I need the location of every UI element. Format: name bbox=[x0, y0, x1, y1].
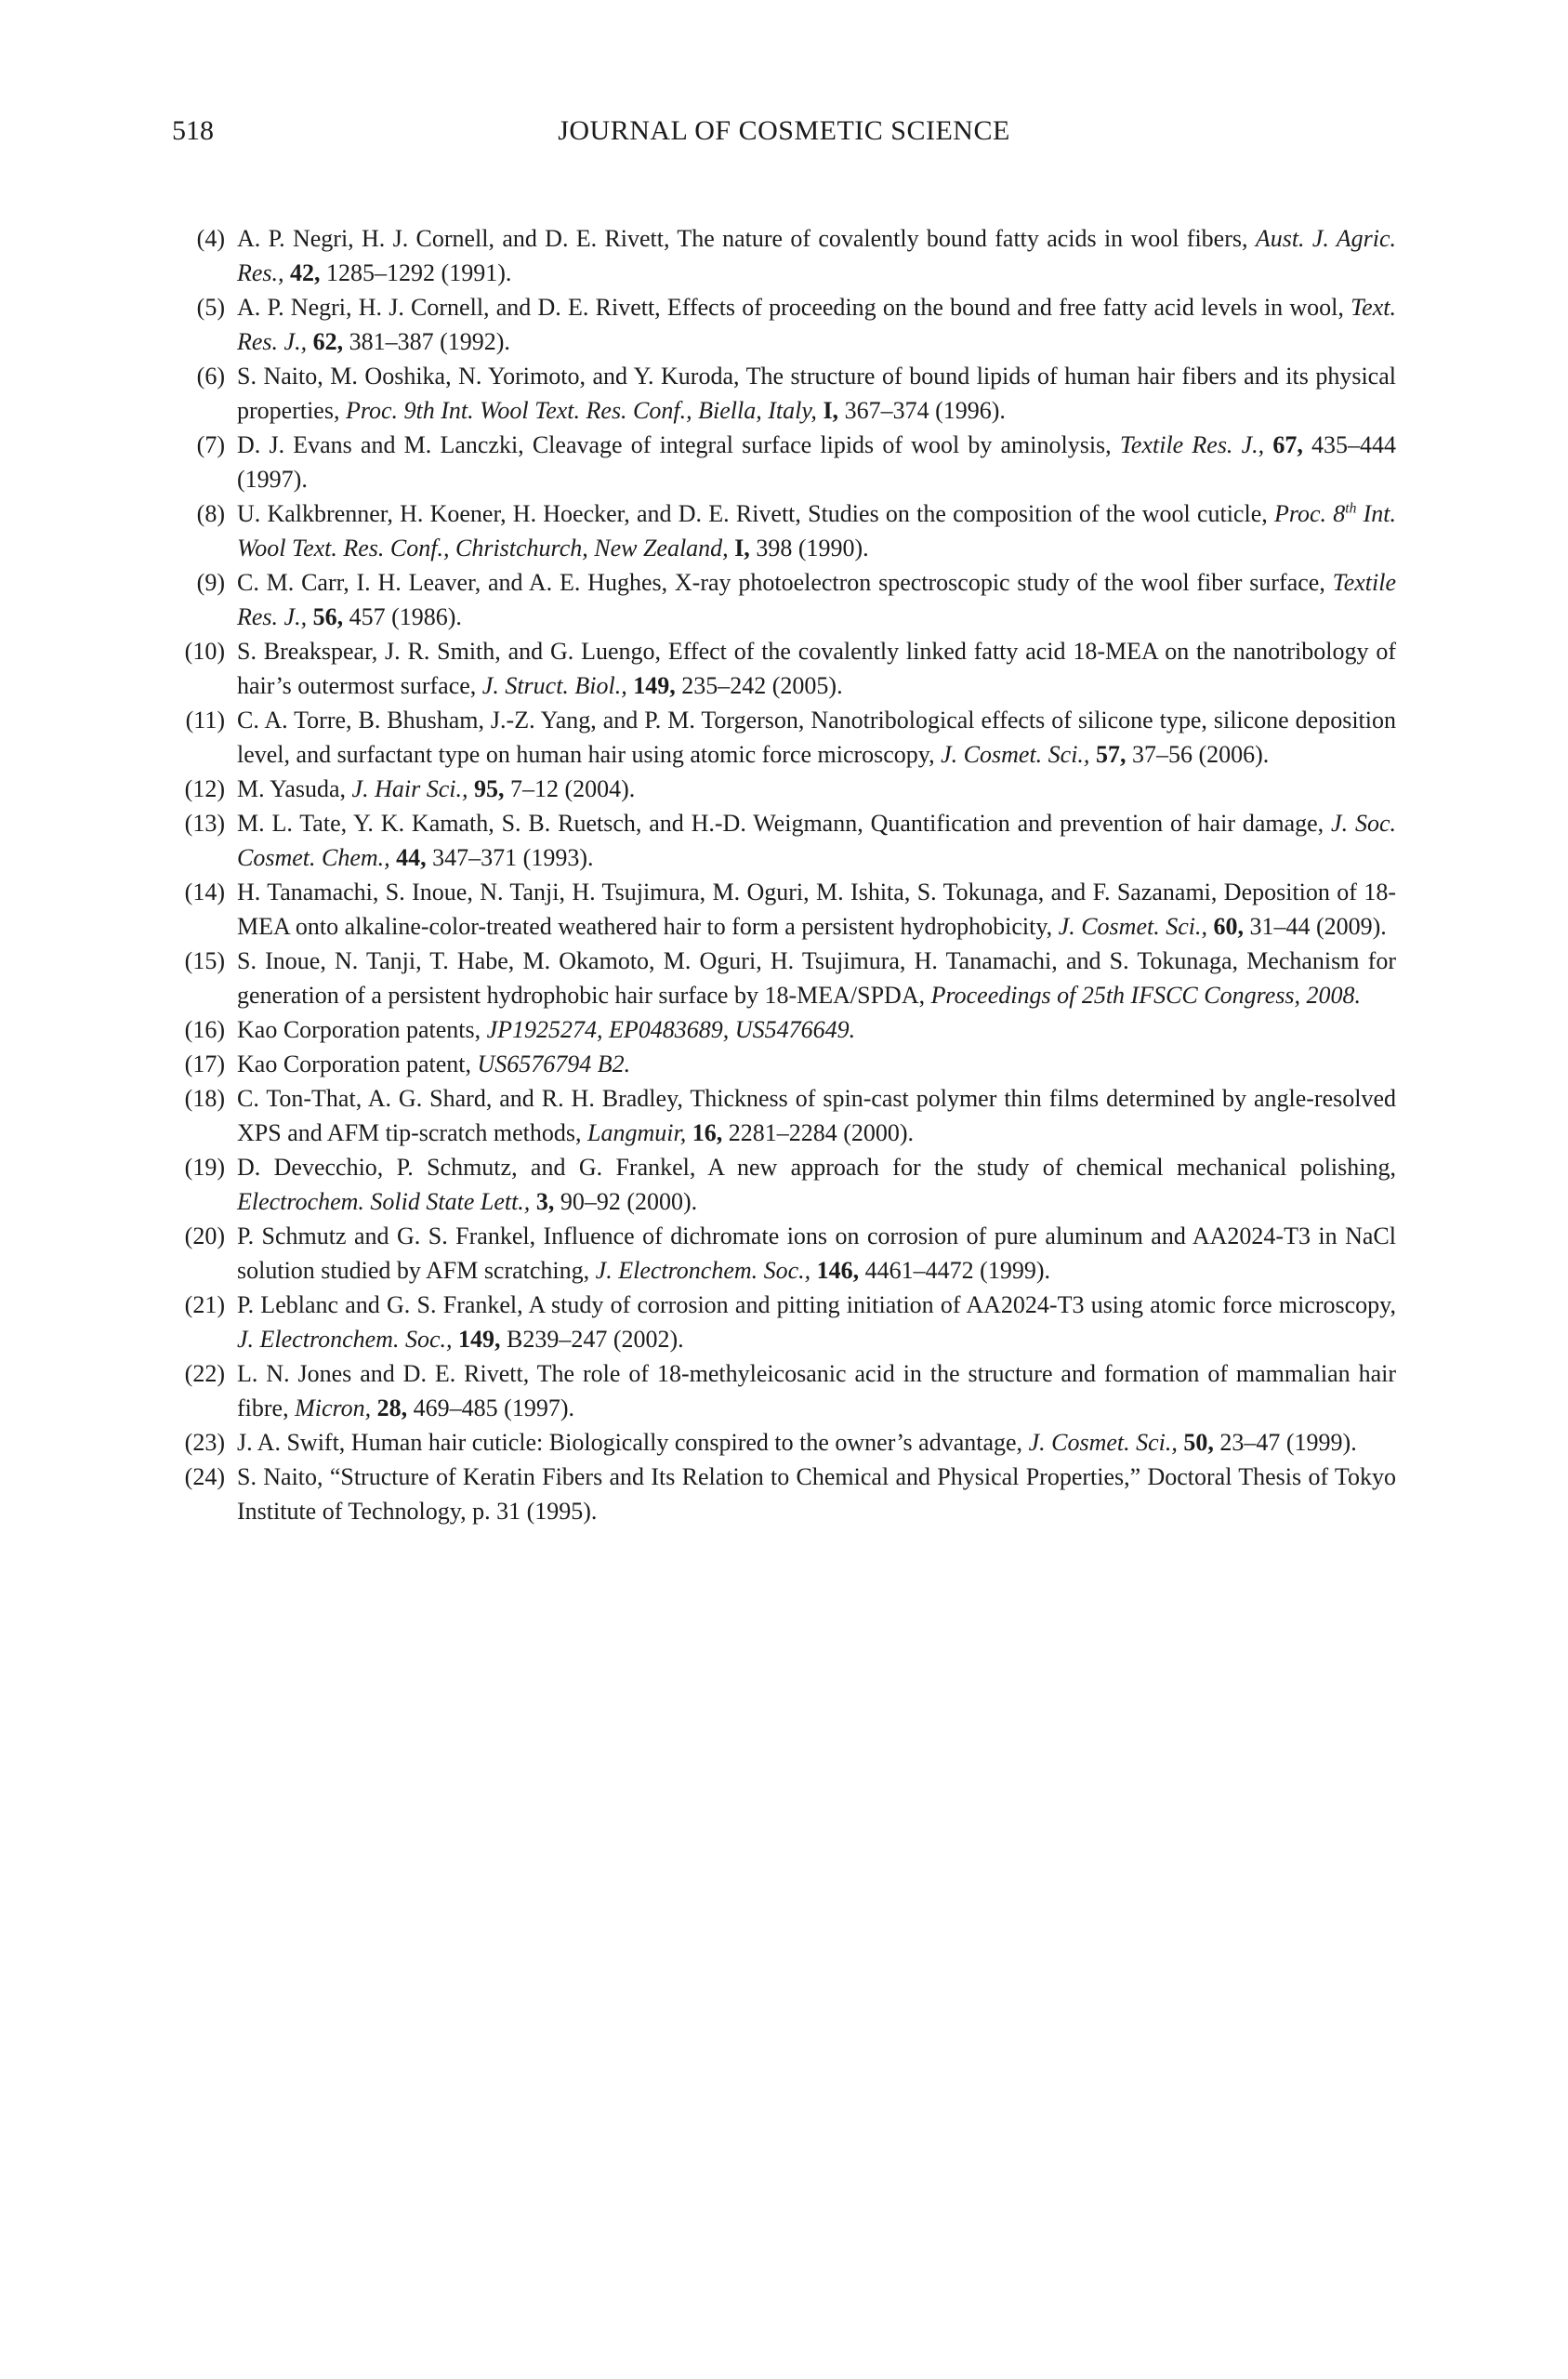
reference-segment: 4461–4472 (1999). bbox=[864, 1257, 1050, 1284]
reference-number: (4) bbox=[196, 225, 225, 252]
reference-segment: 149, bbox=[458, 1326, 507, 1353]
reference-segment: 67, bbox=[1272, 431, 1311, 458]
reference-segment: Proc. 8 bbox=[1273, 500, 1346, 527]
reference-item bbox=[172, 1460, 1396, 1528]
reference-segment: Textile Res. J., bbox=[1119, 431, 1273, 458]
reference-segment: Electrochem. Solid State Lett., bbox=[237, 1188, 536, 1215]
reference-segment: 3, bbox=[535, 1188, 560, 1215]
reference-item bbox=[172, 290, 1396, 359]
reference-segment: I, bbox=[823, 397, 845, 424]
reference-segment: J. Cosmet. Sci., bbox=[941, 741, 1096, 768]
reference-number: (13) bbox=[184, 810, 225, 837]
reference-text bbox=[237, 1047, 1396, 1081]
reference-item bbox=[172, 359, 1396, 428]
reference-text bbox=[237, 428, 1396, 496]
reference-segment: Int. Wool Text. Res. Conf., Christchurch, New Zealand, bbox=[237, 500, 1396, 562]
reference-segment: 146, bbox=[816, 1257, 865, 1284]
reference-text bbox=[237, 1356, 1396, 1425]
reference-number: (5) bbox=[196, 294, 225, 321]
reference-segment: 367–374 (1996). bbox=[844, 397, 1006, 424]
reference-item bbox=[172, 703, 1396, 772]
reference-segment: P. Schmutz and G. S. Frankel, Influence of dichromate ions on corrosion of pure aluminum and AA2024-T3 in NaCl solution studied by AFM scratching, bbox=[237, 1223, 1396, 1284]
reference-segment: Langmuir, bbox=[587, 1119, 692, 1146]
reference-text bbox=[237, 290, 1396, 359]
reference-segment: Aust. J. Agric. Res., bbox=[237, 225, 1396, 286]
reference-number: (19) bbox=[184, 1154, 225, 1181]
reference-text bbox=[237, 1219, 1396, 1288]
reference-text bbox=[237, 1012, 1396, 1047]
reference-segment: C. A. Torre, B. Bhusham, J.-Z. Yang, and P. M. Torgerson, Nanotribological effects of silicone type, silicone deposition level, and surfactant type on human hair using atomic force microscopy, bbox=[237, 707, 1396, 768]
reference-text bbox=[237, 1460, 1396, 1528]
reference-item bbox=[172, 1219, 1396, 1288]
reference-item bbox=[172, 221, 1396, 290]
reference-segment: Micron, bbox=[295, 1394, 377, 1421]
reference-segment: 347–371 (1993). bbox=[432, 844, 594, 871]
reference-item bbox=[172, 772, 1396, 806]
reference-segment: P. Leblanc and G. S. Frankel, A study of corrosion and pitting initiation of AA2024-T3 using atomic force microscopy, bbox=[237, 1291, 1396, 1318]
reference-segment: S. Breakspear, J. R. Smith, and G. Luengo, Effect of the covalently linked fatty acid 18-MEA on the nanotribology of hair’s outermost surface, bbox=[237, 638, 1396, 699]
reference-segment: 469–485 (1997). bbox=[413, 1394, 574, 1421]
reference-segment: J. Hair Sci., bbox=[351, 775, 474, 802]
reference-item bbox=[172, 944, 1396, 1012]
reference-segment: B239–247 (2002). bbox=[507, 1326, 684, 1353]
reference-segment: 2281–2284 (2000). bbox=[728, 1119, 915, 1146]
references-list bbox=[172, 221, 1396, 1528]
reference-segment: I, bbox=[734, 535, 757, 562]
reference-segment: J. A. Swift, Human hair cuticle: Biologically conspired to the owner’s advantage, bbox=[237, 1429, 1029, 1456]
journal-page bbox=[0, 113, 1568, 1528]
reference-text bbox=[237, 806, 1396, 875]
reference-segment: 28, bbox=[376, 1394, 414, 1421]
reference-text bbox=[237, 359, 1396, 428]
reference-segment: 381–387 (1992). bbox=[349, 328, 510, 355]
reference-number: (14) bbox=[184, 879, 225, 905]
reference-number: (9) bbox=[196, 569, 225, 596]
reference-text bbox=[237, 703, 1396, 772]
reference-text bbox=[237, 1150, 1396, 1219]
reference-segment: Kao Corporation patents, bbox=[237, 1016, 487, 1043]
reference-text bbox=[237, 634, 1396, 703]
reference-number: (23) bbox=[184, 1429, 225, 1456]
reference-segment: S. Naito, “Structure of Keratin Fibers and Its Relation to Chemical and Physical Properties,” Doctoral Thesis of Tokyo Institute of Technology, p. 31 (1995). bbox=[237, 1463, 1396, 1525]
reference-text bbox=[237, 944, 1396, 1012]
reference-segment: 44, bbox=[396, 844, 433, 871]
reference-item bbox=[172, 1288, 1396, 1356]
page-number: 518 bbox=[172, 115, 214, 146]
reference-item bbox=[172, 1047, 1396, 1081]
reference-segment: Text. Res. J., bbox=[237, 294, 1396, 355]
reference-text bbox=[237, 1081, 1396, 1150]
reference-segment: Proceedings of 25th IFSCC Congress, 2008. bbox=[930, 982, 1362, 1009]
reference-segment: Kao Corporation patent, bbox=[237, 1051, 478, 1077]
reference-item bbox=[172, 1081, 1396, 1150]
reference-text bbox=[237, 772, 1396, 806]
reference-segment: H. Tanamachi, S. Inoue, N. Tanji, H. Tsujimura, M. Oguri, M. Ishita, S. Tokunaga, and F. Sazanami, Deposition of 18-MEA onto alkaline-color-treated weathered hair to form a persistent hydrophobicity, bbox=[237, 879, 1396, 940]
reference-segment: C. M. Carr, I. H. Leaver, and A. E. Hughes, X-ray photoelectron spectroscopic study of the wool fiber surface, bbox=[237, 569, 1333, 596]
reference-segment: JP1925274, EP0483689, US5476649. bbox=[486, 1016, 856, 1043]
reference-segment: M. Yasuda, bbox=[237, 775, 352, 802]
reference-item bbox=[172, 1356, 1396, 1425]
reference-segment: 457 (1986). bbox=[349, 603, 462, 630]
reference-text bbox=[237, 1288, 1396, 1356]
reference-segment: 95, bbox=[473, 775, 510, 802]
reference-number: (22) bbox=[184, 1360, 225, 1387]
reference-number: (12) bbox=[184, 775, 225, 802]
reference-number: (8) bbox=[196, 500, 225, 527]
reference-segment: 60, bbox=[1213, 913, 1250, 940]
reference-number: (15) bbox=[184, 947, 225, 974]
reference-item bbox=[172, 634, 1396, 703]
reference-number: (20) bbox=[184, 1223, 225, 1249]
reference-segment: S. Naito, M. Ooshika, N. Yorimoto, and Y. Kuroda, The structure of bound lipids of human hair fibers and its physical properties, bbox=[237, 363, 1396, 424]
reference-segment: 1285–1292 (1991). bbox=[326, 259, 512, 286]
reference-segment: C. Ton-That, A. G. Shard, and R. H. Bradley, Thickness of spin-cast polymer thin films determined by angle-resolved XPS and AFM tip-scratch methods, bbox=[237, 1085, 1396, 1146]
reference-segment: th bbox=[1345, 500, 1357, 517]
reference-segment: 50, bbox=[1183, 1429, 1220, 1456]
reference-segment: 23–47 (1999). bbox=[1219, 1429, 1357, 1456]
reference-item bbox=[172, 806, 1396, 875]
reference-number: (11) bbox=[185, 707, 225, 734]
page-header bbox=[172, 113, 1396, 152]
reference-number: (21) bbox=[184, 1291, 225, 1318]
reference-segment: 56, bbox=[312, 603, 349, 630]
reference-segment: 42, bbox=[290, 259, 327, 286]
journal-title: JOURNAL OF COSMETIC SCIENCE bbox=[558, 115, 1010, 146]
reference-text bbox=[237, 1425, 1396, 1460]
reference-item bbox=[172, 1012, 1396, 1047]
reference-segment: Textile Res. J., bbox=[237, 569, 1396, 630]
reference-item bbox=[172, 875, 1396, 944]
reference-item bbox=[172, 1150, 1396, 1219]
reference-segment: L. N. Jones and D. E. Rivett, The role of 18-methyleicosanic acid in the structure and formation of mammalian hair fibre, bbox=[237, 1360, 1396, 1421]
reference-number: (24) bbox=[184, 1463, 225, 1490]
reference-segment: D. Devecchio, P. Schmutz, and G. Frankel, A new approach for the study of chemical mechanical polishing, bbox=[237, 1154, 1396, 1181]
reference-item bbox=[172, 496, 1396, 565]
reference-segment: 235–242 (2005). bbox=[681, 672, 843, 699]
reference-segment: 435–444 (1997). bbox=[237, 431, 1396, 493]
reference-number: (17) bbox=[184, 1051, 225, 1077]
reference-item bbox=[172, 565, 1396, 634]
reference-segment: S. Inoue, N. Tanji, T. Habe, M. Okamoto, M. Oguri, H. Tsujimura, H. Tanamachi, and S. Tokunaga, Mechanism for generation of a persistent hydrophobic hair surface by 18-MEA/SPDA, bbox=[237, 947, 1396, 1009]
reference-number: (6) bbox=[196, 363, 225, 390]
reference-text bbox=[237, 496, 1396, 565]
reference-item bbox=[172, 428, 1396, 496]
reference-text bbox=[237, 875, 1396, 944]
reference-segment: J. Soc. Cosmet. Chem., bbox=[237, 810, 1396, 871]
reference-segment: A. P. Negri, H. J. Cornell, and D. E. Rivett, The nature of covalently bound fatty acids in wool fibers, bbox=[237, 225, 1256, 252]
reference-segment: 16, bbox=[692, 1119, 729, 1146]
reference-segment: J. Electronchem. Soc., bbox=[237, 1326, 458, 1353]
reference-segment: A. P. Negri, H. J. Cornell, and D. E. Rivett, Effects of proceeding on the bound and free fatty acid levels in wool, bbox=[237, 294, 1351, 321]
reference-segment: J. Cosmet. Sci., bbox=[1058, 913, 1214, 940]
reference-segment: 31–44 (2009). bbox=[1249, 913, 1387, 940]
reference-segment: 398 (1990). bbox=[756, 535, 869, 562]
reference-segment: J. Struct. Biol., bbox=[481, 672, 634, 699]
reference-text bbox=[237, 221, 1396, 290]
reference-segment: 62, bbox=[312, 328, 349, 355]
reference-item bbox=[172, 1425, 1396, 1460]
reference-segment: 149, bbox=[633, 672, 682, 699]
reference-number: (7) bbox=[196, 431, 225, 458]
reference-segment: J. Cosmet. Sci., bbox=[1028, 1429, 1184, 1456]
reference-segment: D. J. Evans and M. Lanczki, Cleavage of integral surface lipids of wool by aminolysis, bbox=[237, 431, 1120, 458]
reference-segment: Proc. 9th Int. Wool Text. Res. Conf., Biella, Italy, bbox=[345, 397, 824, 424]
reference-segment: 57, bbox=[1095, 741, 1132, 768]
reference-segment: US6576794 B2. bbox=[477, 1051, 631, 1077]
reference-segment: 37–56 (2006). bbox=[1131, 741, 1270, 768]
reference-segment: 90–92 (2000). bbox=[560, 1188, 698, 1215]
reference-number: (10) bbox=[184, 638, 225, 665]
reference-segment: 7–12 (2004). bbox=[509, 775, 636, 802]
reference-text bbox=[237, 565, 1396, 634]
reference-number: (16) bbox=[184, 1016, 225, 1043]
reference-segment: J. Electronchem. Soc., bbox=[595, 1257, 817, 1284]
reference-number: (18) bbox=[184, 1085, 225, 1112]
reference-segment: M. L. Tate, Y. K. Kamath, S. B. Ruetsch, and H.-D. Weigmann, Quantification and prevention of hair damage, bbox=[237, 810, 1332, 837]
reference-segment: U. Kalkbrenner, H. Koener, H. Hoecker, and D. E. Rivett, Studies on the composition of the wool cuticle, bbox=[237, 500, 1274, 527]
